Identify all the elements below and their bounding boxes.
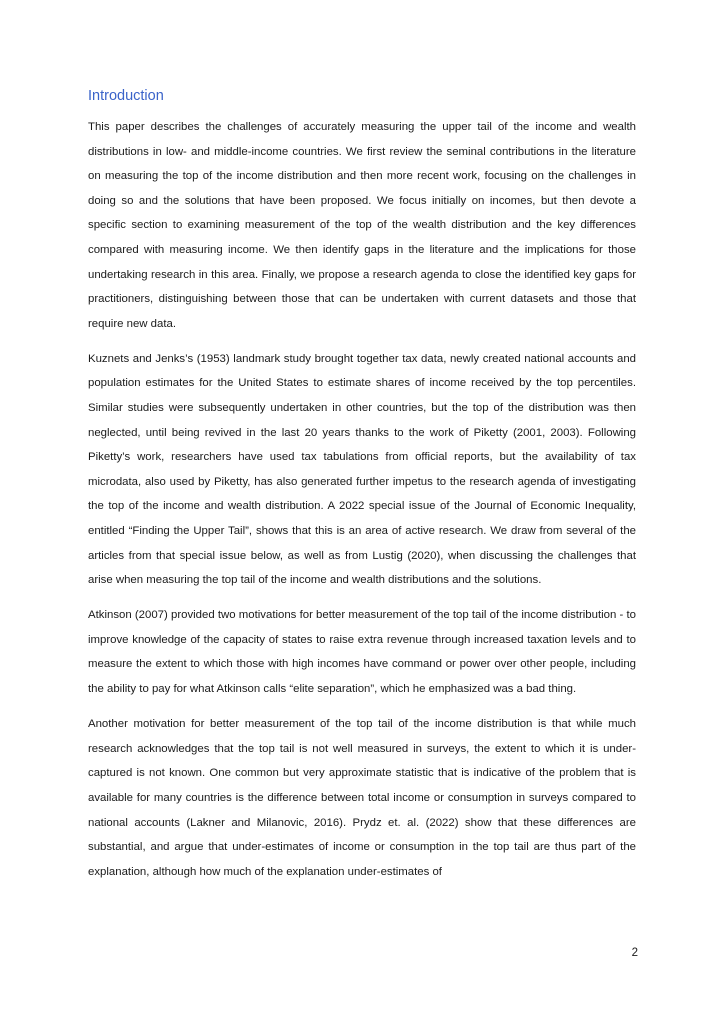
paragraph-2: Kuznets and Jenks’s (1953) landmark study brought together tax data, newly created national accounts and population estimates for the United States to estimate shares of income received by the top percentiles. Similar studies were subsequently undertaken in other countries, but the top of the distribution was then neglected, until being revived in the last 20 years thanks to the work of Piketty (2001, 2003). Following Piketty’s work, researchers have used tax tabulations from official reports, but the availability of tax microdata, also used by Piketty, has also generated further impetus to the research agenda of investigating the top of the income and wealth distribution. A 2022 special issue of the Journal of Economic Inequality, entitled “Finding the Upper Tail”, shows that this is an area of active research. We draw from several of the articles from that special issue below, as well as from Lustig (2020), when discussing the challenges that arise when measuring the top tail of the income and wealth distributions and the solutions. bbox=[88, 352, 636, 587]
paragraph-1: This paper describes the challenges of accurately measuring the upper tail of the income and wealth distributions in low- and middle-income countries. We first review the seminal contributions in the literature on measuring the top of the income distribution and then more recent work, focusing on the challenges in doing so and the solutions that have been proposed. We focus initially on incomes, but then devote a specific section to examining measurement of the top of the wealth distribution and the key differences compared with measuring income. We then identify gaps in the literature and the implications for those undertaking research in this area. Finally, we propose a research agenda to close the identified key gaps for practitioners, distinguishing between those that can be undertaken with current datasets and those that require new data. bbox=[88, 121, 636, 330]
page-number: 2 bbox=[631, 947, 638, 959]
paragraph-3: Atkinson (2007) provided two motivations for better measurement of the top tail of the income distribution - to improve knowledge of the capacity of states to raise extra revenue through increased taxation levels and to measure the extent to which those with high incomes have command or power over other people, including the ability to pay for what Atkinson calls “elite separation”, which he emphasized was a bad thing. bbox=[88, 609, 636, 696]
body-text bbox=[88, 115, 636, 895]
section-heading: Introduction bbox=[88, 88, 164, 104]
paragraph-4: Another motivation for better measurement of the top tail of the income distribution is that while much research acknowledges that the top tail is not well measured in surveys, the extent to which it is under-captured is not known. One common but very approximate statistic that is indicative of the problem that is available for many countries is the difference between total income or consumption in surveys compared to national accounts (Lakner and Milanovic, 2016). Prydz et. al. (2022) show that these differences are substantial, and argue that under-estimates of income or consumption in the top tail are thus part of the explanation, although how much of the explanation under-estimates of bbox=[88, 718, 636, 878]
